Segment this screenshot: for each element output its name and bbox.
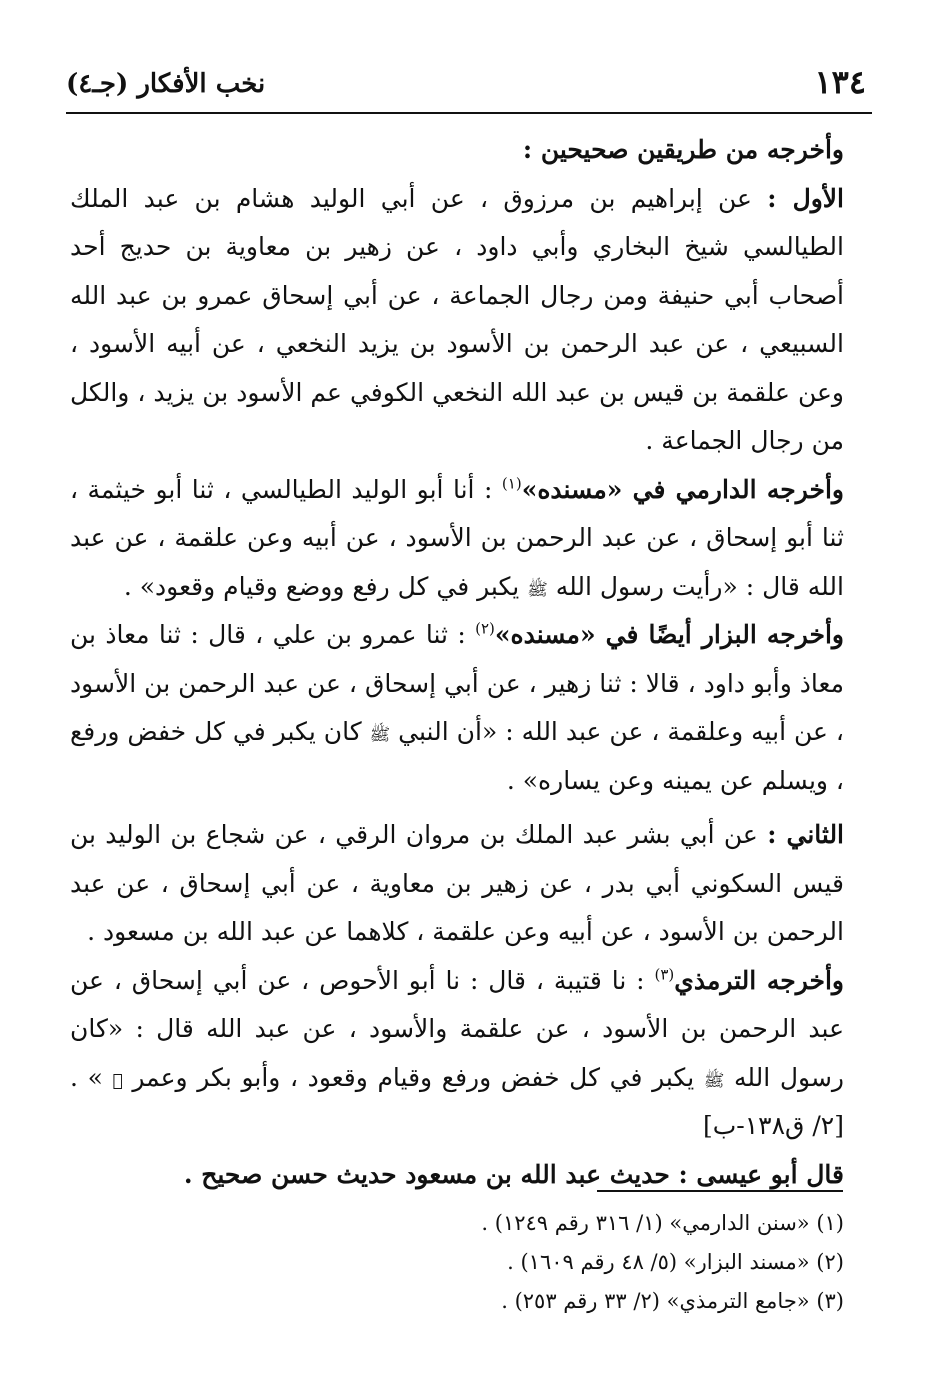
salawat-ornament: ﷺ xyxy=(703,1070,725,1091)
second-chain-text: عن أبي بشر عبد الملك بن مروان الرقي ، عن شجاع بن الوليد بن قيس السكوني أبي بدر ، عن زهير بن معاوية ، عن أبي إسحاق ، عن عبد الرحمن بن الأسود ، عن أبيه وعن علقمة ، كلاهما عن عبد الله بن مسعود . xyxy=(70,820,844,946)
header-rule xyxy=(66,112,872,114)
paragraph-second-chain xyxy=(70,811,844,957)
footnote-rule xyxy=(597,1190,843,1192)
paragraph-bazzar xyxy=(70,611,844,805)
paragraph-darimi xyxy=(70,466,844,612)
tirmidhi-text-b: يكبر في كل خفض ورفع وقيام وقعود ، وأبو بكر وعمر xyxy=(122,1062,704,1092)
tirmidhi-lead: وأخرجه الترمذي xyxy=(674,965,844,995)
body-text xyxy=(70,126,844,1199)
footnote-ref-1: (١) xyxy=(501,474,522,493)
first-chain-text: عن إبراهيم بن مرزوق ، عن أبي الوليد هشام بن عبد الملك الطيالسي شيخ البخاري وأبي داود ، عن زهير بن معاوية بن حديج أحد أصحاب أبي حنيفة ومن رجال الجماعة ، عن أبي إسحاق عمرو بن عبد الله السبيعي ، عن عبد الرحمن بن الأسود بن يزيد النخعي ، عن أبيه الأسود ، وعن علقمة بن قيس بن عبد الله النخعي الكوفي عم الأسود بن يزيد ، والكل من رجال الجماعة . xyxy=(70,183,844,455)
first-chain-label: الأول : xyxy=(767,183,845,213)
footnote-ref-2: (٢) xyxy=(475,619,495,638)
bazzar-text-b: كان يكبر في كل خفض ورفع ، ويسلم عن يمينه وعن يساره» . xyxy=(70,717,844,795)
darimi-lead: وأخرجه الدارمي في «مسنده» xyxy=(521,474,844,504)
running-header xyxy=(66,62,872,106)
section-heading: وأخرجه من طريقين صحيحين : xyxy=(522,135,844,164)
paragraph-tirmidhi xyxy=(70,957,844,1151)
paragraph-first-chain xyxy=(70,175,844,466)
bazzar-text-a: : ثنا عمرو بن علي ، قال : ثنا معاذ بن معاذ وأبو داود ، قالا : ثنا زهير ، عن أبي إسحاق ، عن عبد الرحمن بن الأسود ، عن أبيه وعلقمة ، عن عبد الله : «أن النبي xyxy=(70,620,844,746)
running-title: نخب الأفكار (جـ٤) xyxy=(66,69,266,99)
footnote-2: (٢) «مسند البزار» (٥/ ٤٨ رقم ١٦٠٩) . xyxy=(507,1250,844,1274)
radiallahu-ornament: ﷛ xyxy=(112,1070,123,1091)
second-chain-label: الثاني : xyxy=(767,820,845,849)
abu-isa-verdict: قال أبو عيسى : حديث عبد الله بن مسعود حديث حسن صحيح . xyxy=(183,1159,844,1189)
footnote-1: (١) «سنن الدارمي» (١/ ٣١٦ رقم ١٢٤٩) . xyxy=(481,1211,844,1235)
footnote-3: (٣) «جامع الترمذي» (٢/ ٣٣ رقم ٢٥٣) . xyxy=(501,1289,844,1313)
salawat-ornament: ﷺ xyxy=(527,579,548,600)
darimi-text-a: : أنا أبو الوليد الطيالسي ، ثنا أبو خيثمة ، ثنا أبو إسحاق ، عن عبد الرحمن بن الأسود ، عن أبيه وعن علقمة ، عن عبد الله قال : «رأيت رسول الله xyxy=(70,474,844,601)
darimi-text-b: يكبر في كل رفع ووضع وقيام وقعود» . xyxy=(123,571,528,601)
salawat-ornament: ﷺ xyxy=(369,725,391,745)
footnote-ref-3: (٣) xyxy=(654,965,675,984)
bazzar-lead: وأخرجه البزار أيضًا في «مسنده» xyxy=(494,620,844,649)
footnotes xyxy=(400,1204,844,1321)
tirmidhi-text-a: : نا قتيبة ، قال : نا أبو الأحوص ، عن أبي إسحاق ، عن عبد الرحمن بن الأسود ، عن علقمة والأسود ، عن عبد الله قال : «كان رسول الله xyxy=(70,965,844,1092)
tirmidhi-text-c: » . [٢/ ق١٣٨-ب] xyxy=(70,1062,844,1140)
page-number: ١٣٤ xyxy=(814,63,866,101)
